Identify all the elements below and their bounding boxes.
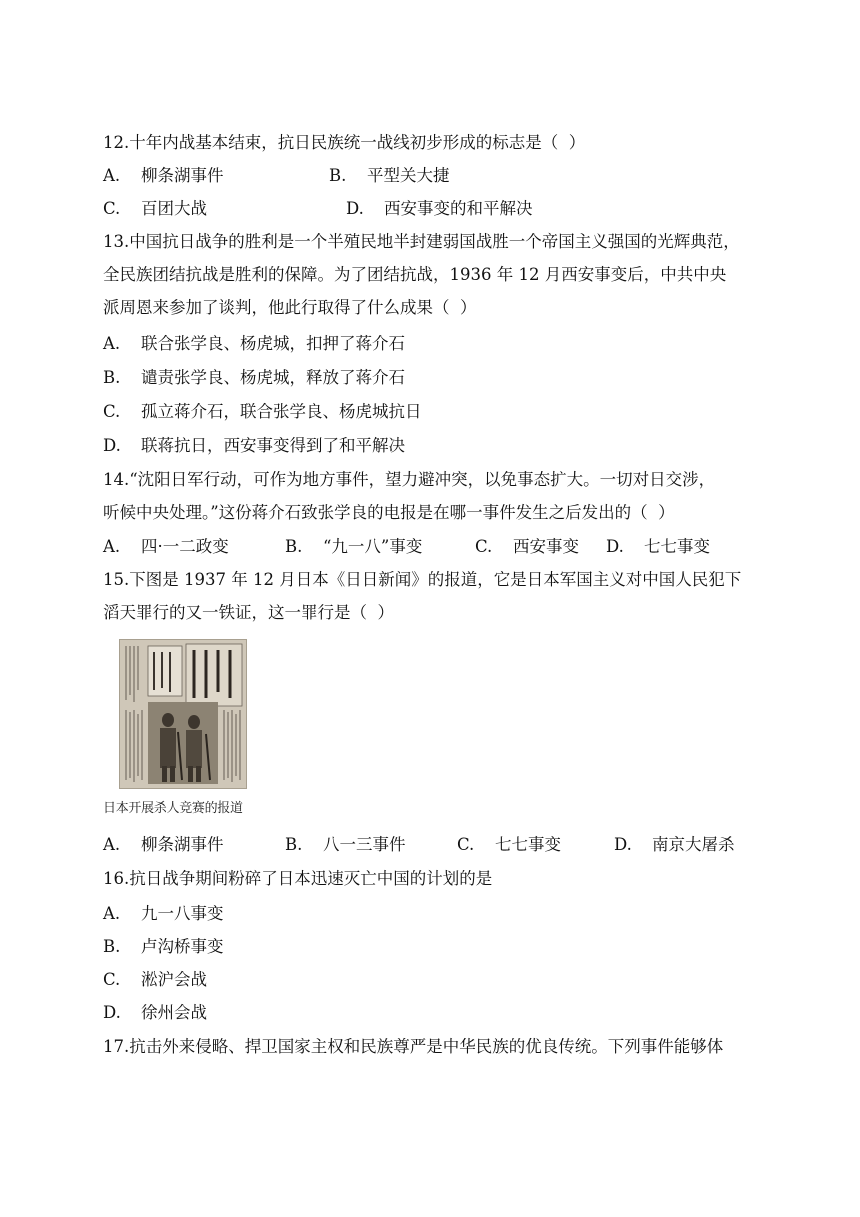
q13-option-b: B. 谴责张学良、杨虎城，释放了蒋介石 — [103, 368, 405, 387]
q13-option-a: A. 联合张学良、杨虎城，扣押了蒋介石 — [103, 334, 405, 353]
q14-stem-line-1: 14.“沈阳日军行动，可作为地方事件，望力避冲突，以免事态扩大。一切对日交涉， — [103, 470, 716, 489]
image-caption: 日本开展杀人竞赛的报道 — [103, 801, 243, 816]
q12-option-c: C. 百团大战 — [103, 199, 207, 218]
newspaper-photo — [103, 639, 273, 823]
q15-option-a: A. 柳条湖事件 — [103, 835, 224, 854]
q13-stem-line-3: 派周恩来参加了谈判，他此行取得了什么成果（ ） — [103, 298, 477, 317]
q13-option-d: D. 联蒋抗日，西安事变得到了和平解决 — [103, 436, 405, 455]
q12-option-a: A. 柳条湖事件 — [103, 166, 224, 185]
q16-option-a: A. 九一八事变 — [103, 904, 224, 923]
q16-option-d: D. 徐州会战 — [103, 1003, 207, 1022]
q14-stem-line-2: 听候中央处理。”这份蒋介石致张学良的电报是在哪一事件发生之后发出的（ ） — [103, 503, 675, 522]
q16-option-c: C. 淞沪会战 — [103, 970, 207, 989]
q14-option-a: A. 四·一二政变 — [103, 537, 229, 556]
q12-stem: 12.十年内战基本结束，抗日民族统一战线初步形成的标志是（ ） — [103, 133, 586, 152]
q16-option-b: B. 卢沟桥事变 — [103, 937, 224, 956]
q12-option-b: B. 平型关大捷 — [329, 166, 450, 185]
q13-stem-line-1: 13.中国抗日战争的胜利是一个半殖民地半封建弱国战胜一个帝国主义强国的光辉典范， — [103, 232, 740, 251]
q13-option-c: C. 孤立蒋介石，联合张学良、杨虎城抗日 — [103, 402, 422, 421]
newspaper-clipping-image — [119, 639, 247, 789]
q15-option-d: D. 南京大屠杀 — [614, 835, 735, 854]
q13-stem-line-2: 全民族团结抗战是胜利的保障。为了团结抗战，1936 年 12 月西安事变后，中共中央 — [103, 265, 727, 284]
q12-option-d: D. 西安事变的和平解决 — [346, 199, 533, 218]
q15-option-c: C. 七七事变 — [457, 835, 561, 854]
q14-option-c: C. 西安事变 — [475, 537, 579, 556]
q15-stem-line-1: 15.下图是 1937 年 12 月日本《日日新闻》的报道，它是日本军国主义对中国人民犯下 — [103, 570, 742, 589]
q14-option-d: D. 七七事变 — [606, 537, 710, 556]
q14-option-b: B. “九一八”事变 — [285, 537, 423, 556]
q17-stem: 17.抗击外来侵略、捍卫国家主权和民族尊严是中华民族的优良传统。下列事件能够体 — [103, 1037, 724, 1056]
q16-stem: 16.抗日战争期间粉碎了日本迅速灭亡中国的计划的是 — [103, 869, 493, 888]
q15-stem-line-2: 滔天罪行的又一铁证，这一罪行是（ ） — [103, 603, 394, 622]
q15-option-b: B. 八一三事件 — [285, 835, 406, 854]
